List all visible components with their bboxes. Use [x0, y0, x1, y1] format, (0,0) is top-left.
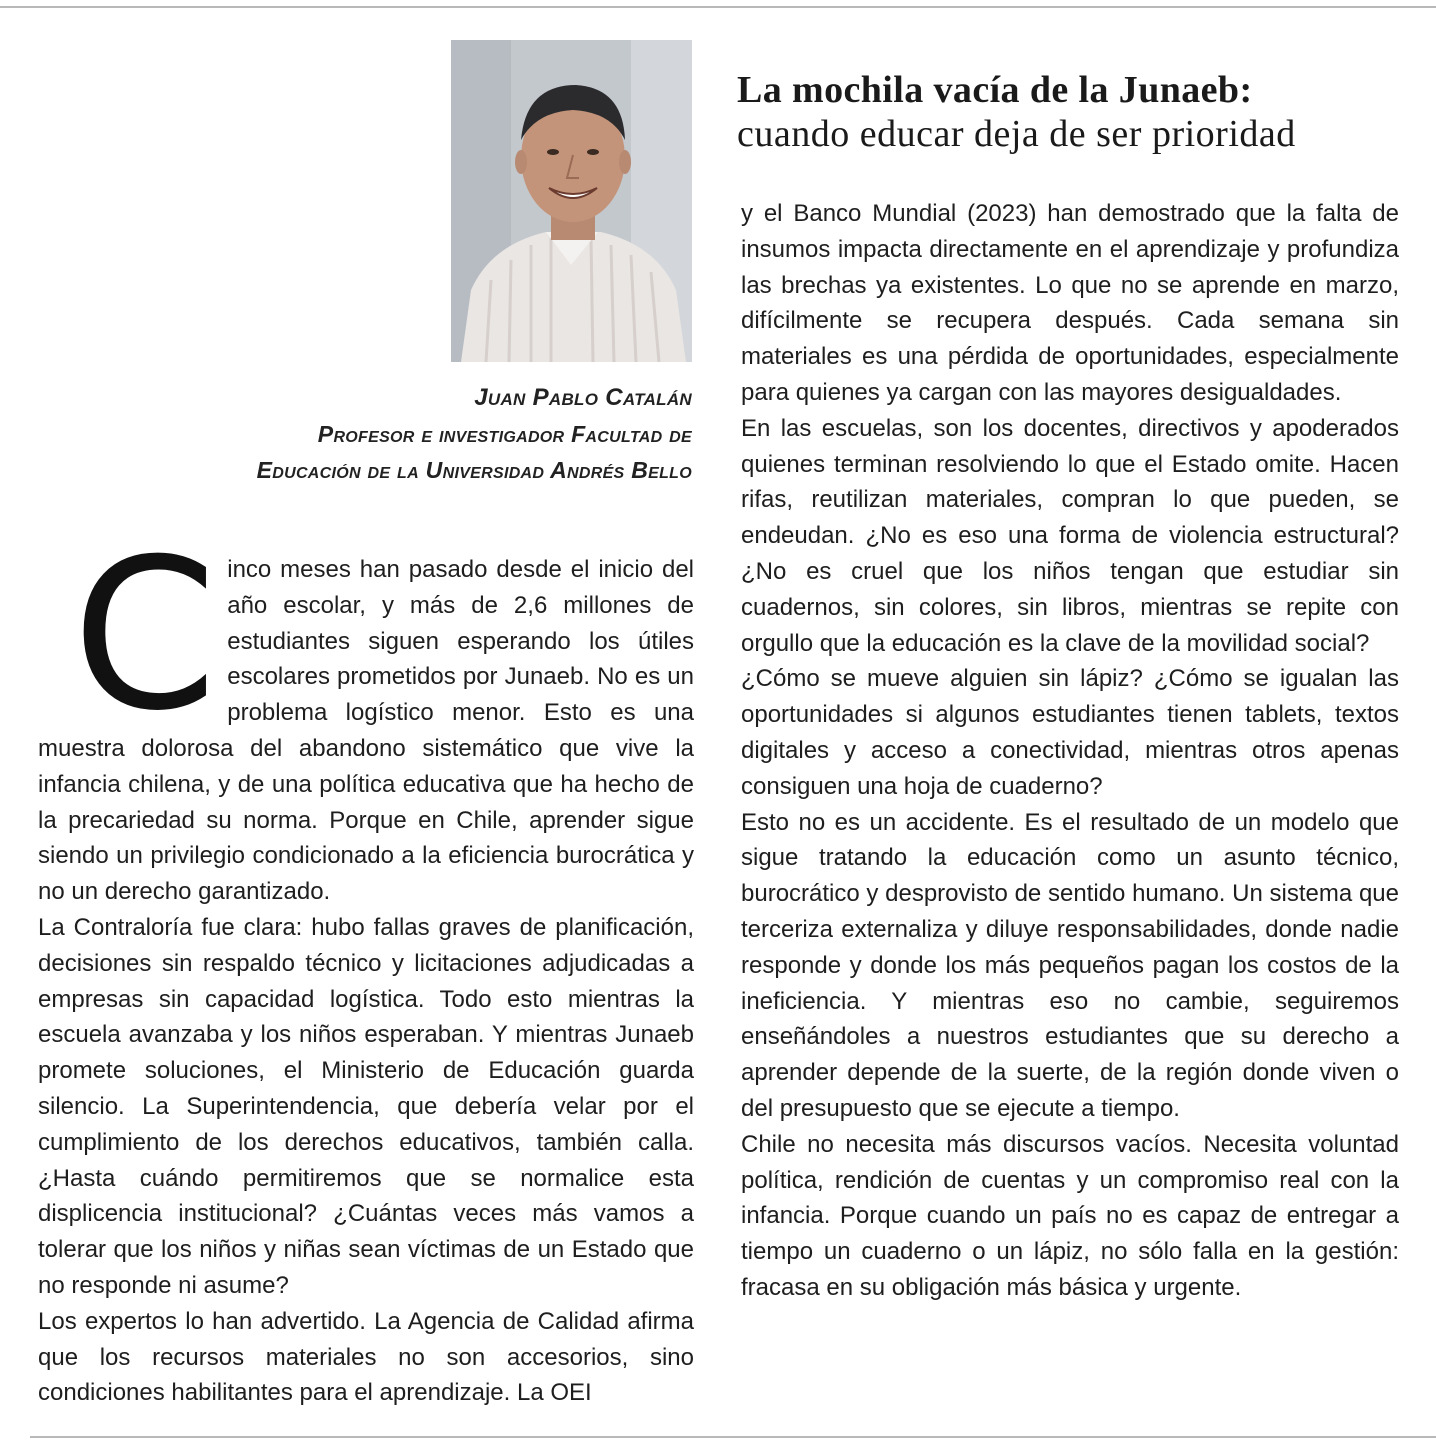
author-role-line-1: Profesor e investigador Facultad de [317, 421, 692, 447]
person-photo-icon [451, 40, 692, 362]
article-paragraph [38, 515, 694, 910]
bottom-rule [30, 1436, 1436, 1438]
article-headline [737, 68, 1417, 156]
author-name: Juan Pablo Catalán [474, 384, 692, 411]
article-paragraph: En las escuelas, son los docentes, directivos y apoderados quienes terminan resolviendo lo que el Estado omite. Hacen rifas, reutilizan materiales, compran lo que pueden, se endeudan. ¿No es eso una forma de violencia estructural? ¿No es cruel que los niños tengan que estudiar sin cuadernos, sin colores, sin libros, mientras se repite con orgullo que la educación es la clave de la movilidad social? [741, 414, 1399, 657]
headline-title: La mochila vacía de la Junaeb: [737, 69, 1253, 111]
article-paragraph: Esto no es un accidente. Es el resultado de un modelo que sigue tratando la educación como un asunto técnico, burocrático y desprovisto de sentido humano. Un sistema que terceriza externaliza y diluye responsabilidades, donde nadie responde y donde los más pequeños pagan los costos de la ineficiencia. Y mientras eso no cambie, seguiremos enseñándoles a nuestros estudiantes que su derecho a aprender depende de la suerte, de la región donde viven o del presupuesto que se ejecute a tiempo. [741, 808, 1399, 1122]
author-byline [150, 380, 692, 488]
article-paragraph: Chile no necesita más discursos vacíos. Necesita voluntad política, rendición de cuentas y un compromiso real con la infancia. Porque cuando un país no es capaz de entregar a tiempo un cuaderno o un lápiz, no sólo falla en la gestión: fracasa en su obligación más básica y urgente. [741, 1130, 1399, 1301]
paragraph-text: inco meses han pasado desde el inicio del año escolar, y más de 2,6 millones de estudiantes siguen esperando los útiles escolares prometidos por Junaeb. No es un problema logístico menor. Esto es una muestra dolorosa del abandono sistemático que vive la infancia chilena, y de una política educativa que ha hecho de la precariedad su norma. Porque en Chile, aprender sigue siendo un privilegio condicionado a la eficiencia burocrática y no un derecho garantizado. [38, 556, 694, 906]
author-role-line-2: Educación de la Universidad Andrés Bello [256, 457, 692, 483]
drop-cap: C [72, 515, 218, 757]
article-paragraph: Los expertos lo han advertido. La Agencia de Calidad afirma que los recursos materiales no son accesorios, sino condiciones habilitantes para el aprendizaje. La OEI [38, 1307, 694, 1407]
top-rule [0, 6, 1436, 8]
author-photo [451, 40, 692, 362]
article-column-right [741, 196, 1399, 1306]
headline-subtitle: cuando educar deja de ser prioridad [737, 113, 1296, 155]
article-column-left [38, 515, 694, 1411]
article-paragraph: La Contraloría fue clara: hubo fallas graves de planificación, decisiones sin respaldo técnico y licitaciones adjudicadas a empresas sin capacidad logística. Todo esto mientras la escuela avanzaba y los niños esperaban. Y mientras Junaeb promete soluciones, el Ministerio de Educación guarda silencio. La Superintendencia, que debería velar por el cumplimiento de los derechos educativos, también calla. ¿Hasta cuándo permitiremos que se normalice esta displicencia institucional? ¿Cuántas veces más vamos a tolerar que los niños y niñas sean víctimas de un Estado que no responde ni asume? [38, 913, 694, 1299]
article-paragraph: y el Banco Mundial (2023) han demostrado que la falta de insumos impacta directamente en el aprendizaje y profundiza las brechas ya existentes. Lo que no se aprende en marzo, difícilmente se recupera después. Cada semana sin materiales es una pérdida de oportunidades, especialmente para quienes ya cargan con las mayores desigualdades. [741, 200, 1399, 406]
article-paragraph: ¿Cómo se mueve alguien sin lápiz? ¿Cómo se igualan las oportunidades si algunos estudiantes tienen tablets, textos digitales y acceso a conectividad, mientras otros apenas consiguen una hoja de cuaderno? [741, 665, 1399, 800]
